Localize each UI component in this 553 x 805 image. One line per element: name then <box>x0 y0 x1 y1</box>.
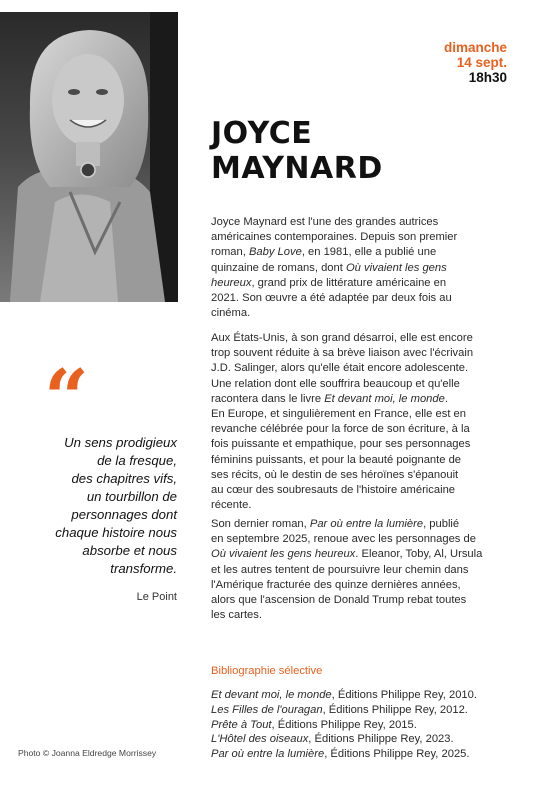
book-title: Et devant moi, le monde <box>211 689 332 701</box>
bio-text-segment: Joyce Maynard est l'une des grandes autrices américaines contemporaines. Depuis son premier roman, <box>211 216 458 259</box>
bibliography-item <box>211 703 477 718</box>
book-title: Où vivaient les gens heureux <box>211 261 447 289</box>
bio-text-segment: Aux États-Unis, à son grand désarroi, elle est encore trop souvent réduite à sa brève liaison avec l'écrivain J.D. Salinger, alors qu'elle était encore adolescente. Une relation dont elle souffrira beaucoup et qu'elle racontera dans le livre <box>211 332 474 405</box>
photo-credit: Photo © Joanna Eldredge Morrissey <box>18 748 157 758</box>
bio-paragraph-1 <box>211 215 511 321</box>
book-title: Prête à Tout <box>211 718 272 731</box>
author-name <box>211 116 383 186</box>
bio-paragraph-2 <box>211 331 511 513</box>
event-time: 18h30 <box>468 70 507 85</box>
bibliography-item <box>211 747 477 762</box>
author-photo <box>0 12 178 302</box>
event-day: dimanche <box>443 40 507 55</box>
bio-text-segment: , publié en septembre 2025, renoue avec les personnages de <box>211 518 476 546</box>
book-publisher: , Éditions Philippe Rey, 2025. <box>324 748 470 761</box>
book-publisher: , Éditions Philippe Rey, 2012. <box>322 703 468 716</box>
event-datetime <box>444 40 507 85</box>
bio-paragraph-3 <box>211 517 511 623</box>
bibliography-item <box>211 732 477 747</box>
book-publisher: , Éditions Philippe Rey, 2015. <box>271 718 417 731</box>
book-title: Et devant moi, le monde <box>324 392 445 405</box>
bio-text-segment: , en 1981, elle a publié une quinzaine de romans, dont <box>211 246 437 274</box>
pull-quote: Un sens prodigieux de la fresque, des chapitres vifs, un tourbillon de personnages dont chaque histoire nous absorbe et nous transforme. <box>55 435 177 576</box>
book-title: Par où entre la lumière <box>309 518 424 530</box>
bibliography-item <box>211 688 477 703</box>
book-title: Les Filles de l'ouragan <box>211 703 323 716</box>
bio-text <box>211 331 511 513</box>
author-first-name: JOYCE <box>211 116 313 151</box>
quote-source: Le Point <box>136 591 177 603</box>
bibliography-title: Bibliographie sélective <box>211 665 323 677</box>
book-publisher: , Éditions Philippe Rey, 2010. <box>331 689 477 701</box>
bio-text-segment: , grand prix de littérature américaine en 2021. Son œuvre a été adaptée par deux fois au cinéma. <box>211 276 452 320</box>
bio-text <box>211 517 511 623</box>
book-title: L'Hôtel des oiseaux <box>211 733 309 746</box>
book-title: Où vivaient les gens heureux <box>211 548 356 561</box>
bio-text <box>211 215 511 321</box>
author-last-name: MAYNARD <box>211 151 383 186</box>
quote-mark-icon: “ <box>44 353 89 444</box>
event-date: 14 sept. <box>456 55 507 70</box>
book-title: Par où entre la lumière <box>211 748 325 761</box>
bio-text-segment: . En Europe, et singulièrement en France, elle est en revanche célébrée pour la force de son écriture, à la fois puissante et empathique, pour ses personnages féminins puissants, et pour la beauté poignante de ses récits, où le destin de ses héroïnes s'épanouit au cœur des soubresauts de l'histoire américaine récente. <box>211 392 471 512</box>
book-publisher: , Éditions Philippe Rey, 2023. <box>308 733 454 746</box>
bio-text-segment: Son dernier roman, <box>211 518 310 530</box>
bibliography-item <box>211 718 477 733</box>
bio-text-segment: . Eleanor, Toby, Al, Ursula et les autres tentent de poursuivre leur chemin dans l'Amérique fracturée des quinze dernières années, alors que l'ascension de Donald Trump rebat toutes les cartes. <box>211 548 483 622</box>
book-title: Baby Love <box>248 246 302 259</box>
bibliography-list <box>211 688 477 762</box>
